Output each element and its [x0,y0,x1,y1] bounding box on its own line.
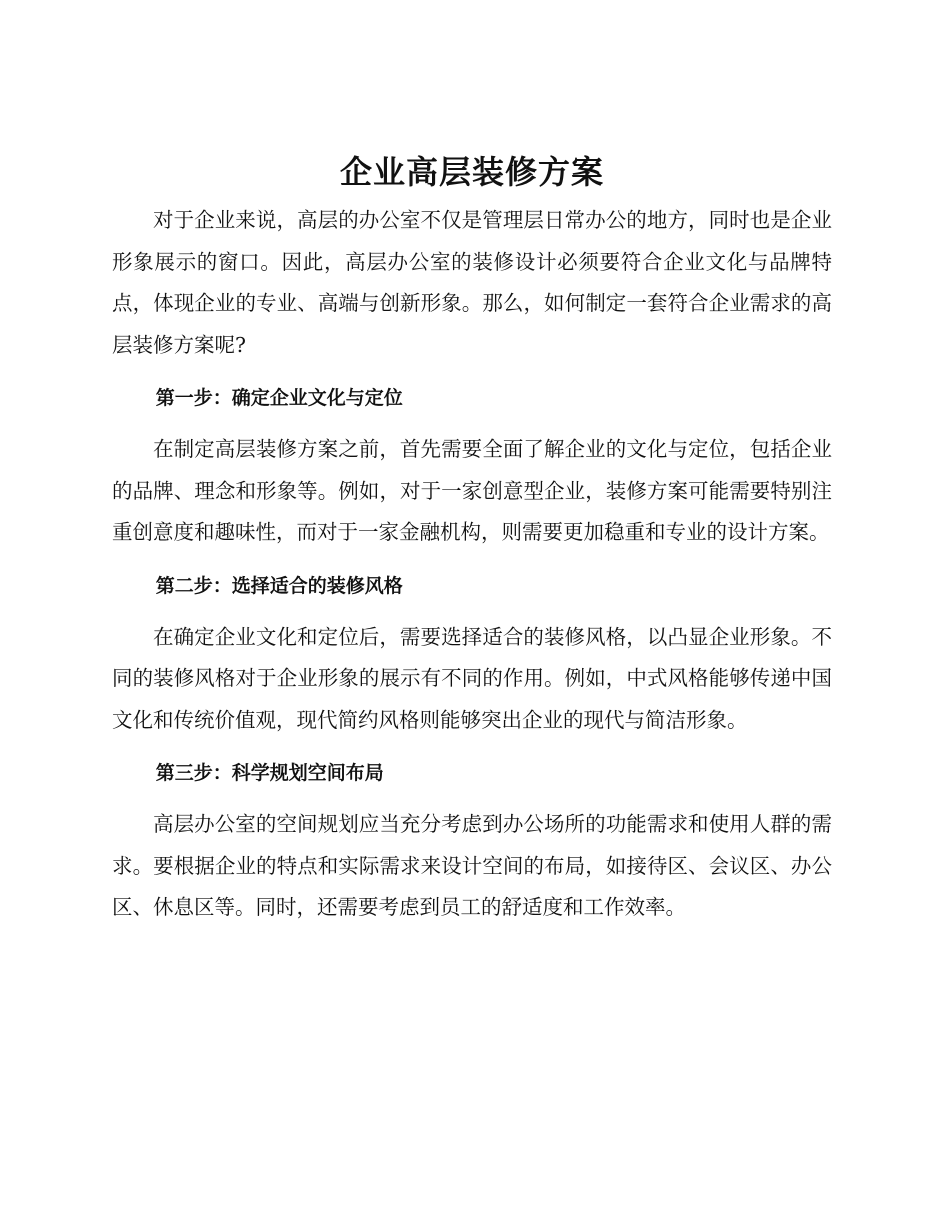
section-heading-step-1: 第一步：确定企业文化与定位 [155,387,403,409]
intro-paragraph: 对于企业来说，高层的办公室不仅是管理层日常办公的地方，同时也是企业形象展示的窗口。因此，高层办公室的装修设计必须要符合企业文化与品牌特点，体现企业的专业、高端与创新形象。那么，如何制定一套符合企业需求的高层装修方案呢? [112,208,832,357]
section-body-step-2: 在确定企业文化和定位后，需要选择适合的装修风格，以凸显企业形象。不同的装修风格对于企业形象的展示有不同的作用。例如，中式风格能够传递中国文化和传统价值观，现代简约风格则能够突出企业的现代与简洁形象。 [112,624,832,732]
document-title: 企业高层装修方案 [339,153,604,191]
section-heading-step-3: 第三步：科学规划空间布局 [155,762,384,784]
section-body-step-1: 在制定高层装修方案之前，首先需要全面了解企业的文化与定位，包括企业的品牌、理念和形象等。例如，对于一家创意型企业，装修方案可能需要特别注重创意度和趣味性，而对于一家金融机构，则需要更加稳重和专业的设计方案。 [112,437,832,544]
section-heading-step-2: 第二步：选择适合的装修风格 [155,574,403,597]
section-body-step-3: 高层办公室的空间规划应当充分考虑到办公场所的功能需求和使用人群的需求。要根据企业的特点和实际需求来设计空间的布局，如接待区、会议区、办公区、休息区等。同时，还需要考虑到员工的舒适度和工作效率。 [112,812,832,919]
document-page [112,148,832,929]
